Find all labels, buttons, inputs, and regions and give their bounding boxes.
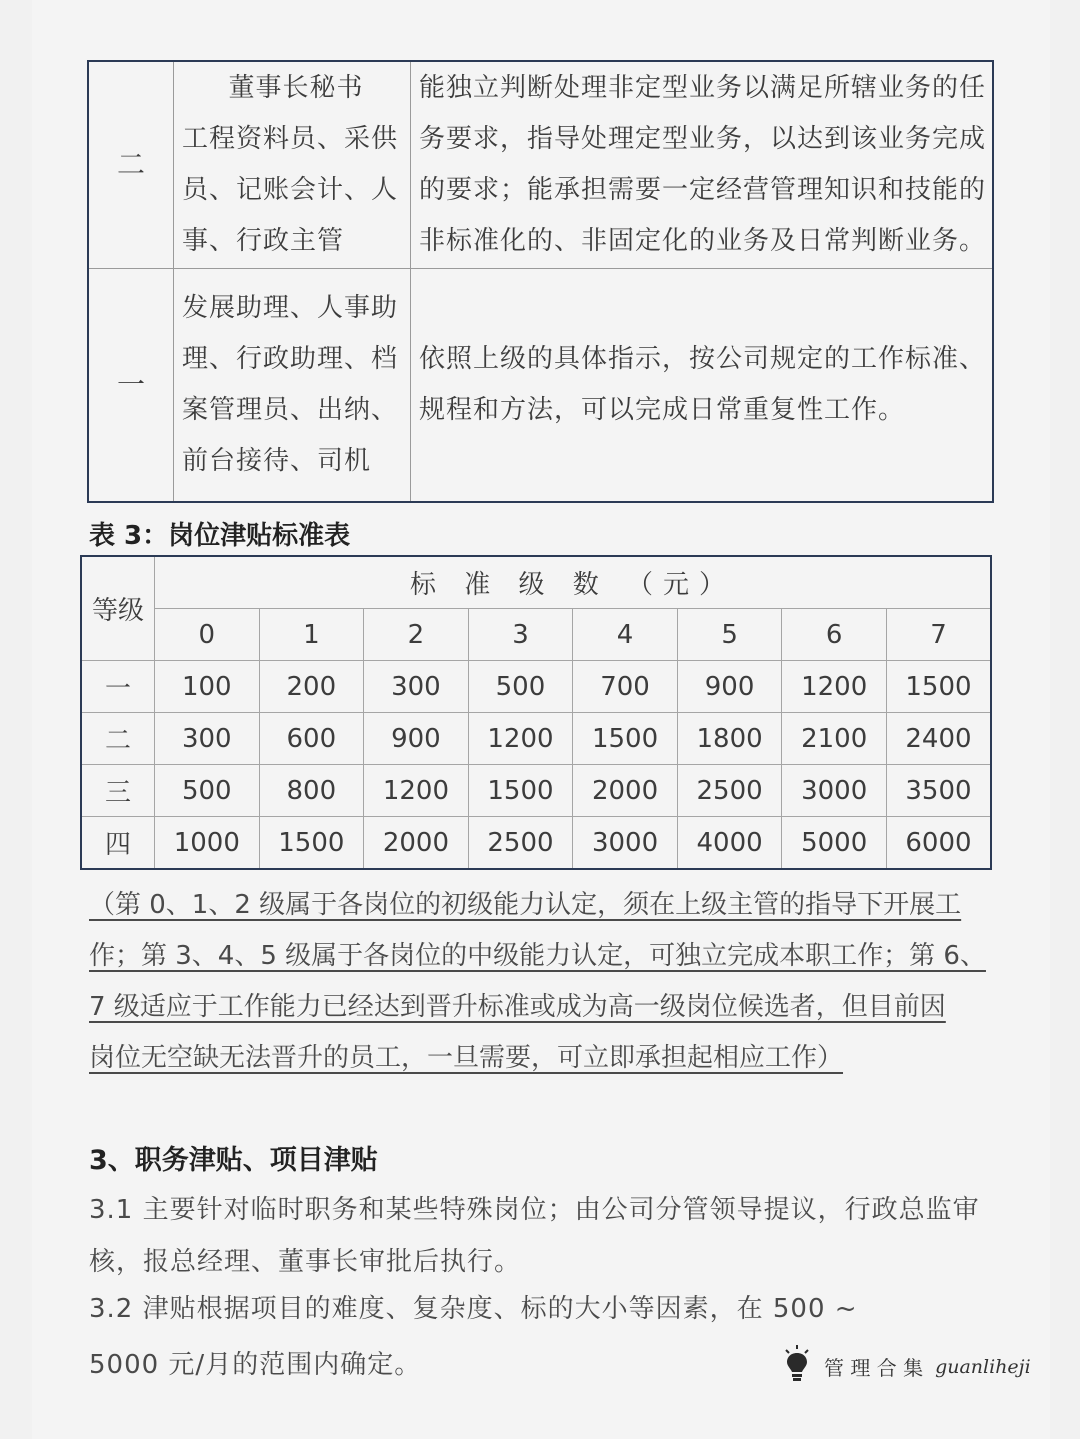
- brand-slogan: guanliheji: [935, 1355, 1031, 1378]
- description-line: 的要求；能承担需要一定经营管理知识和技能的: [419, 174, 987, 205]
- value-cell: 300: [364, 661, 469, 713]
- level-header: 7: [886, 609, 991, 661]
- description-line: 依照上级的具体指示，按公司规定的工作标准、: [419, 343, 987, 374]
- grade-cell: 一: [81, 661, 155, 713]
- table-row: [81, 817, 991, 870]
- value-cell: 1200: [364, 765, 469, 817]
- value-cell: 3000: [573, 817, 678, 870]
- position-line: 董事长秘书: [228, 72, 364, 103]
- paragraph-line: 3.2 津贴根据项目的难度、复杂度、标的大小等因素，在 500 ~: [89, 1294, 858, 1324]
- position-line: 员、记账会计、人: [182, 174, 399, 205]
- table-row: [88, 268, 993, 502]
- level-header: 4: [573, 609, 678, 661]
- note-line: [89, 982, 999, 1033]
- level-header: 2: [364, 609, 469, 661]
- note-text: 岗位无空缺无法晋升的员工，一旦需要，可立即承担起相应工作）: [89, 1043, 844, 1073]
- value-cell: 2500: [468, 817, 573, 870]
- grade-cell: 二: [81, 713, 155, 765]
- value-cell: 2000: [573, 765, 678, 817]
- positions-cell: [174, 61, 411, 268]
- table-header-row: [81, 556, 991, 609]
- section-title: 3、职务津贴、项目津贴: [89, 1145, 378, 1176]
- value-cell: 1500: [573, 713, 678, 765]
- value-cell: 2400: [886, 713, 991, 765]
- value-cell: 100: [155, 661, 260, 713]
- positions-cell: [174, 268, 411, 502]
- value-cell: 1500: [259, 817, 364, 870]
- value-cell: 1200: [468, 713, 573, 765]
- value-cell: 900: [364, 713, 469, 765]
- description-line: 能独立判断处理非定型业务以满足所辖业务的任: [419, 72, 987, 103]
- table-row: [81, 713, 991, 765]
- value-cell: 5000: [782, 817, 887, 870]
- table-row: [81, 765, 991, 817]
- value-cell: 4000: [677, 817, 782, 870]
- level-cell: 二: [88, 61, 174, 268]
- level-header: 5: [677, 609, 782, 661]
- value-cell: 500: [468, 661, 573, 713]
- paragraph-line: 3.1 主要针对临时职务和某些特殊岗位；由公司分管领导提议，行政总监审: [89, 1195, 980, 1225]
- brand-watermark: [782, 1344, 1031, 1389]
- brand-name: 管 理 合 集: [824, 1356, 924, 1380]
- level-header: 0: [155, 609, 260, 661]
- note-line: [89, 1033, 999, 1084]
- description-cell: [411, 268, 994, 502]
- position-level-table: [87, 60, 994, 503]
- value-cell: 300: [155, 713, 260, 765]
- description-line: 规程和方法，可以完成日常重复性工作。: [419, 394, 906, 425]
- level-cell: 一: [88, 268, 174, 502]
- level-header: 1: [259, 609, 364, 661]
- grade-cell: 三: [81, 765, 155, 817]
- value-cell: 1200: [782, 661, 887, 713]
- note-line: [89, 931, 999, 982]
- note-text: 7 级适应于工作能力已经达到晋升标准或成为高一级岗位候选者，但目前因: [89, 992, 946, 1022]
- level-header: 3: [468, 609, 573, 661]
- value-cell: 2500: [677, 765, 782, 817]
- description-cell: [411, 61, 994, 268]
- paragraph-line: 5000 元/月的范围内确定。: [89, 1350, 422, 1380]
- table-row: [88, 61, 993, 268]
- value-cell: 3500: [886, 765, 991, 817]
- value-cell: 2100: [782, 713, 887, 765]
- value-cell: 700: [573, 661, 678, 713]
- grade-cell: 四: [81, 817, 155, 870]
- paragraph-3-1: [89, 1184, 999, 1288]
- value-cell: 800: [259, 765, 364, 817]
- grade-header: 等级: [81, 556, 155, 661]
- description-line: 务要求，指导处理定型业务，以达到该业务完成: [419, 123, 987, 154]
- level-header: 6: [782, 609, 887, 661]
- value-cell: 1000: [155, 817, 260, 870]
- note-line: [89, 880, 999, 931]
- position-line: 理、行政助理、档: [182, 343, 399, 374]
- paragraph-line: 核，报总经理、董事长审批后执行。: [89, 1247, 522, 1277]
- value-cell: 6000: [886, 817, 991, 870]
- value-cell: 1500: [886, 661, 991, 713]
- table3-note: [89, 880, 999, 1084]
- position-line: 案管理员、出纳、: [182, 394, 399, 425]
- value-cell: 1800: [677, 713, 782, 765]
- position-line: 前台接待、司机: [182, 445, 372, 476]
- value-cell: 500: [155, 765, 260, 817]
- standard-header: 标 准 级 数 （元）: [155, 556, 992, 609]
- note-text: 作；第 3、4、5 级属于各岗位的中级能力认定，可独立完成本职工作；第 6、: [89, 941, 986, 971]
- table-row: [81, 661, 991, 713]
- position-line: 事、行政主管: [182, 225, 345, 256]
- note-text: （第 0、1、2 级属于各岗位的初级能力认定，须在上级主管的指导下开展工: [89, 890, 962, 920]
- value-cell: 900: [677, 661, 782, 713]
- value-cell: 1500: [468, 765, 573, 817]
- value-cell: 3000: [782, 765, 887, 817]
- table3-title: 表 3：岗位津贴标准表: [89, 521, 351, 551]
- description-line: 非标准化的、非固定化的业务及日常判断业务。: [419, 225, 987, 256]
- position-line: 发展助理、人事助: [182, 292, 399, 323]
- position-line: 工程资料员、采供: [182, 123, 399, 154]
- lightbulb-icon: [782, 1344, 812, 1389]
- value-cell: 2000: [364, 817, 469, 870]
- value-cell: 600: [259, 713, 364, 765]
- level-header-row: [81, 609, 991, 661]
- value-cell: 200: [259, 661, 364, 713]
- allowance-standard-table: [80, 555, 992, 870]
